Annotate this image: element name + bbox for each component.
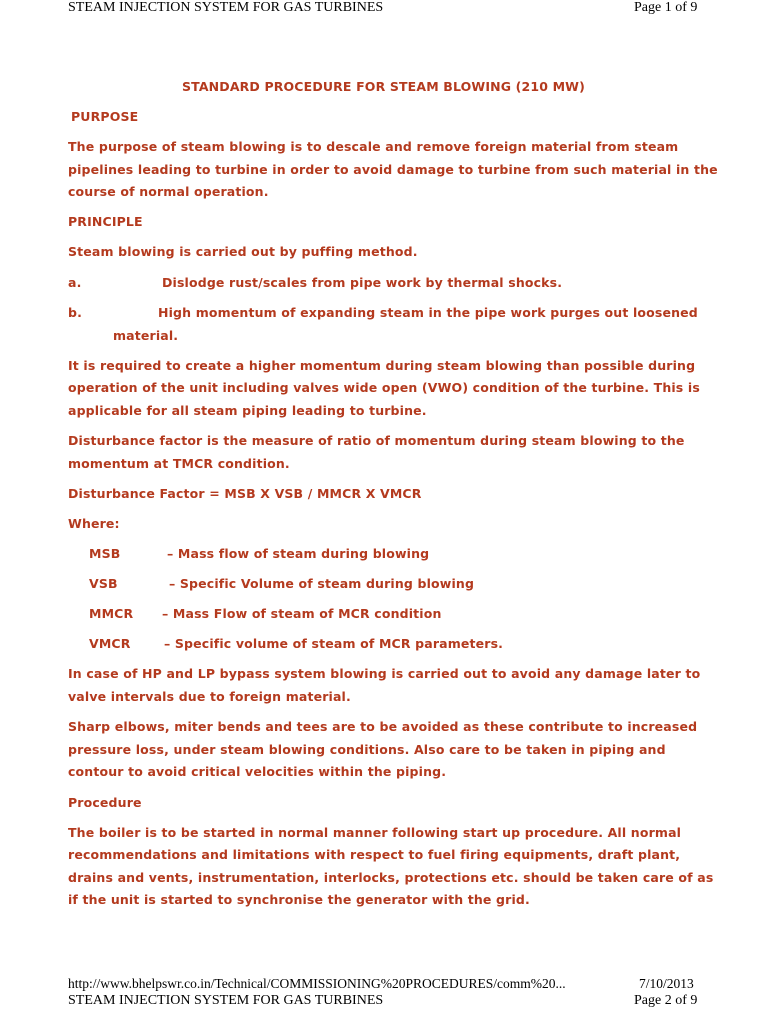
- paragraph-line: applicable for all steam piping leading to turbine.: [68, 403, 427, 418]
- paragraph-line: In case of HP and LP bypass system blowing is carried out to avoid any damage later to: [68, 666, 701, 681]
- purpose-heading: PURPOSE: [71, 109, 139, 124]
- principle-heading: PRINCIPLE: [68, 214, 143, 229]
- procedure-heading: Procedure: [68, 795, 142, 810]
- page-number: Page 1 of 9: [634, 0, 698, 15]
- where-label: Where:: [68, 516, 120, 531]
- document-title: STANDARD PROCEDURE FOR STEAM BLOWING (210 MW): [182, 79, 585, 94]
- page-header-title: STEAM INJECTION SYSTEM FOR GAS TURBINES: [68, 0, 384, 15]
- paragraph-line: valve intervals due to foreign material.: [68, 689, 351, 704]
- procedure-line: The boiler is to be started in normal manner following start up procedure. All normal: [68, 825, 682, 840]
- formula: Disturbance Factor = MSB X VSB / MMCR X VMCR: [68, 486, 422, 501]
- footer-date: 7/10/2013: [639, 976, 694, 991]
- list-item-b-continued: material.: [113, 328, 179, 343]
- list-marker-a: a.: [68, 275, 82, 290]
- footer-url: http://www.bhelpswr.co.in/Technical/COMMISSIONING%20PROCEDURES/comm%20...: [68, 976, 566, 991]
- def-desc: – Mass flow of steam during blowing: [167, 546, 430, 561]
- list-item-a: Dislodge rust/scales from pipe work by thermal shocks.: [162, 275, 563, 290]
- next-page-header-title: STEAM INJECTION SYSTEM FOR GAS TURBINES: [68, 993, 384, 1008]
- def-desc: – Specific volume of steam of MCR parameters.: [164, 636, 504, 651]
- purpose-line: The purpose of steam blowing is to descale and remove foreign material from steam: [68, 139, 679, 154]
- list-marker-b: b.: [68, 305, 82, 320]
- paragraph-line: pressure loss, under steam blowing conditions. Also care to be taken in piping and: [68, 742, 666, 757]
- paragraph-line: contour to avoid critical velocities within the piping.: [68, 764, 447, 779]
- purpose-line: course of normal operation.: [68, 184, 269, 199]
- paragraph-line: momentum at TMCR condition.: [68, 456, 290, 471]
- def-term: VMCR: [89, 636, 131, 651]
- paragraph-line: Sharp elbows, miter bends and tees are to be avoided as these contribute to increased: [68, 719, 698, 734]
- procedure-line: recommendations and limitations with respect to fuel firing equipments, draft plant,: [68, 847, 681, 862]
- purpose-line: pipelines leading to turbine in order to avoid damage to turbine from such material in the: [68, 162, 718, 177]
- paragraph-line: Disturbance factor is the measure of ratio of momentum during steam blowing to the: [68, 433, 685, 448]
- def-desc: – Mass Flow of steam of MCR condition: [162, 606, 442, 621]
- procedure-line: if the unit is started to synchronise the generator with the grid.: [68, 892, 530, 907]
- def-term: MSB: [89, 546, 121, 561]
- list-item-b: High momentum of expanding steam in the pipe work purges out loosened: [158, 305, 698, 320]
- paragraph-line: operation of the unit including valves wide open (VWO) condition of the turbine. This is: [68, 380, 700, 395]
- def-term: VSB: [89, 576, 118, 591]
- def-term: MMCR: [89, 606, 134, 621]
- procedure-line: drains and vents, instrumentation, interlocks, protections etc. should be taken care of as: [68, 870, 714, 885]
- principle-intro: Steam blowing is carried out by puffing method.: [68, 244, 418, 259]
- paragraph-line: It is required to create a higher momentum during steam blowing than possible during: [68, 358, 696, 373]
- def-desc: – Specific Volume of steam during blowing: [169, 576, 475, 591]
- next-page-number: Page 2 of 9: [634, 993, 698, 1008]
